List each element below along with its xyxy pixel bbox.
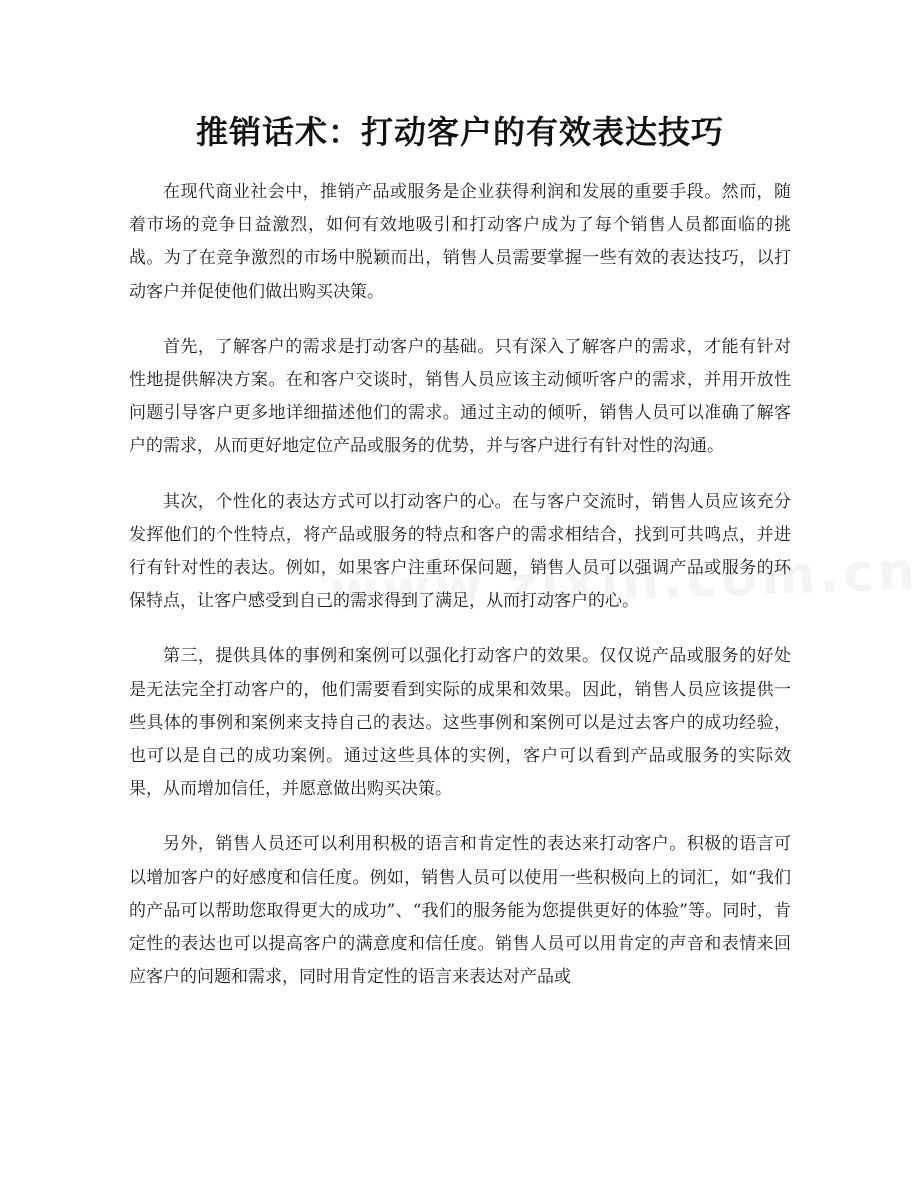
paragraph-5: 另外，销售人员还可以利用积极的语言和肯定性的表达来打动客户。积极的语言可以增加客户的好感度和信任度。例如，销售人员可以使用一些积极向上的词汇，如“我们的产品可以帮助您取得更大的成功”、“我们的服务能为您提供更好的体验”等。同时，肯定性的表达也可以提高客户的满意度和信任度。销售人员可以用肯定的声音和表情来回应客户的问题和需求，同时用肯定性的语言来表达对产品或 <box>129 834 791 988</box>
page-title: 推销话术：打动客户的有效表达技巧 <box>195 113 724 151</box>
paragraph-2: 首先，了解客户的需求是打动客户的基础。只有深入了解客户的需求，才能有针对性地提供解决方案。在和客户交谈时，销售人员应该主动倾听客户的需求，并用开放性问题引导客户更多地详细描述他们的需求。通过主动的倾听，销售人员可以准确了解客户的需求，从而更好地定位产品或服务的优势，并与客户进行有针对性的沟通。 <box>129 336 791 457</box>
paragraph-1: 在现代商业社会中，推销产品或服务是企业获得利润和发展的重要手段。然而，随着市场的竞争日益激烈，如何有效地吸引和打动客户成为了每个销售人员都面临的挑战。为了在竞争激烈的市场中脱颖而出，销售人员需要掌握一些有效的表达技巧，以打动客户并促使他们做出购买决策。 <box>129 182 791 302</box>
document-body <box>129 176 791 1016</box>
paragraph-4: 第三，提供具体的事例和案例可以强化打动客户的效果。仅仅说产品或服务的好处是无法完全打动客户的，他们需要看到实际的成果和效果。因此，销售人员应该提供一些具体的事例和案例来支持自己的表达。这些事例和案例可以是过去客户的成功经验，也可以是自己的成功案例。通过这些具体的实例，客户可以看到产品或服务的实际效果，从而增加信任，并愿意做出购买决策。 <box>129 646 791 800</box>
paragraph-3: 其次，个性化的表达方式可以打动客户的心。在与客户交流时，销售人员应该充分发挥他们的个性特点，将产品或服务的特点和客户的需求相结合，找到可共鸣点，并进行有针对性的表达。例如，如果客户注重环保问题，销售人员可以强调产品或服务的环保特点，让客户感受到自己的需求得到了满足，从而打动客户的心。 <box>129 491 791 612</box>
